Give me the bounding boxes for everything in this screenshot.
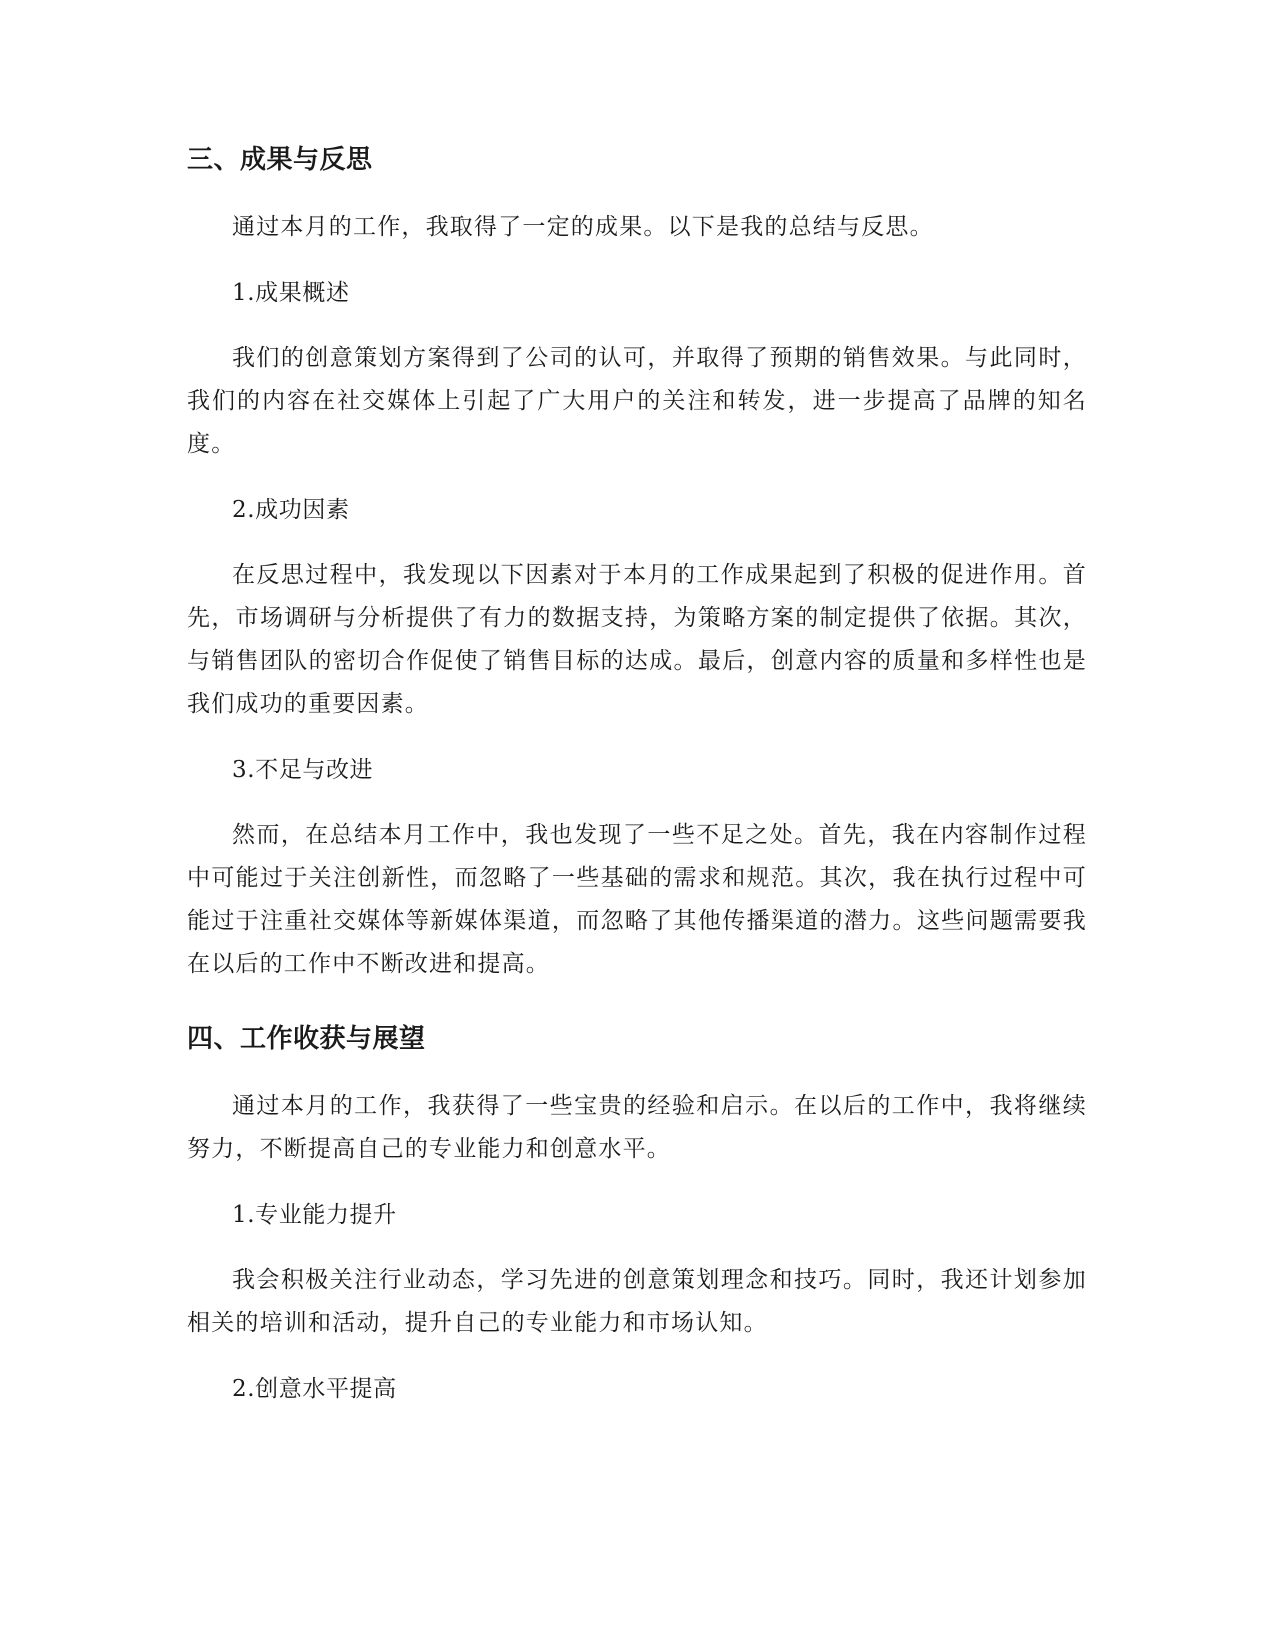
section-heading-gains-outlook: 四、工作收获与展望	[187, 1024, 426, 1054]
subsection-title-shortcomings: 3.不足与改进	[232, 757, 374, 783]
subsection-title-results-overview: 1.成果概述	[232, 280, 350, 306]
subsection-body-shortcomings: 然而，在总结本月工作中，我也发现了一些不足之处。首先，我在内容制作过程中可能过于关注创新性，而忽略了一些基础的需求和规范。其次，我在执行过程中可能过于注重社交媒体等新媒体渠道，而忽略了其他传播渠道的潜力。这些问题需要我在以后的工作中不断改进和提高。	[187, 822, 1087, 977]
document-body	[187, 143, 1087, 1433]
subsection-title-creativity: 2.创意水平提高	[232, 1376, 397, 1402]
subsection-body-results-overview: 我们的创意策划方案得到了公司的认可，并取得了预期的销售效果。与此同时，我们的内容在社交媒体上引起了广大用户的关注和转发，进一步提高了品牌的知名度。	[187, 345, 1087, 457]
subsection-title-professional-skills: 1.专业能力提升	[232, 1202, 397, 1228]
section-intro-paragraph: 通过本月的工作，我获得了一些宝贵的经验和启示。在以后的工作中，我将继续努力，不断提高自己的专业能力和创意水平。	[187, 1093, 1087, 1162]
section-heading-results-reflection: 三、成果与反思	[187, 145, 373, 175]
subsection-title-success-factors: 2.成功因素	[232, 497, 350, 523]
section-intro-paragraph: 通过本月的工作，我取得了一定的成果。以下是我的总结与反思。	[232, 214, 934, 240]
subsection-body-success-factors: 在反思过程中，我发现以下因素对于本月的工作成果起到了积极的促进作用。首先，市场调研与分析提供了有力的数据支持，为策略方案的制定提供了依据。其次，与销售团队的密切合作促使了销售目标的达成。最后，创意内容的质量和多样性也是我们成功的重要因素。	[187, 562, 1087, 717]
subsection-body-professional-skills: 我会积极关注行业动态，学习先进的创意策划理念和技巧。同时，我还计划参加相关的培训和活动，提升自己的专业能力和市场认知。	[187, 1267, 1087, 1336]
